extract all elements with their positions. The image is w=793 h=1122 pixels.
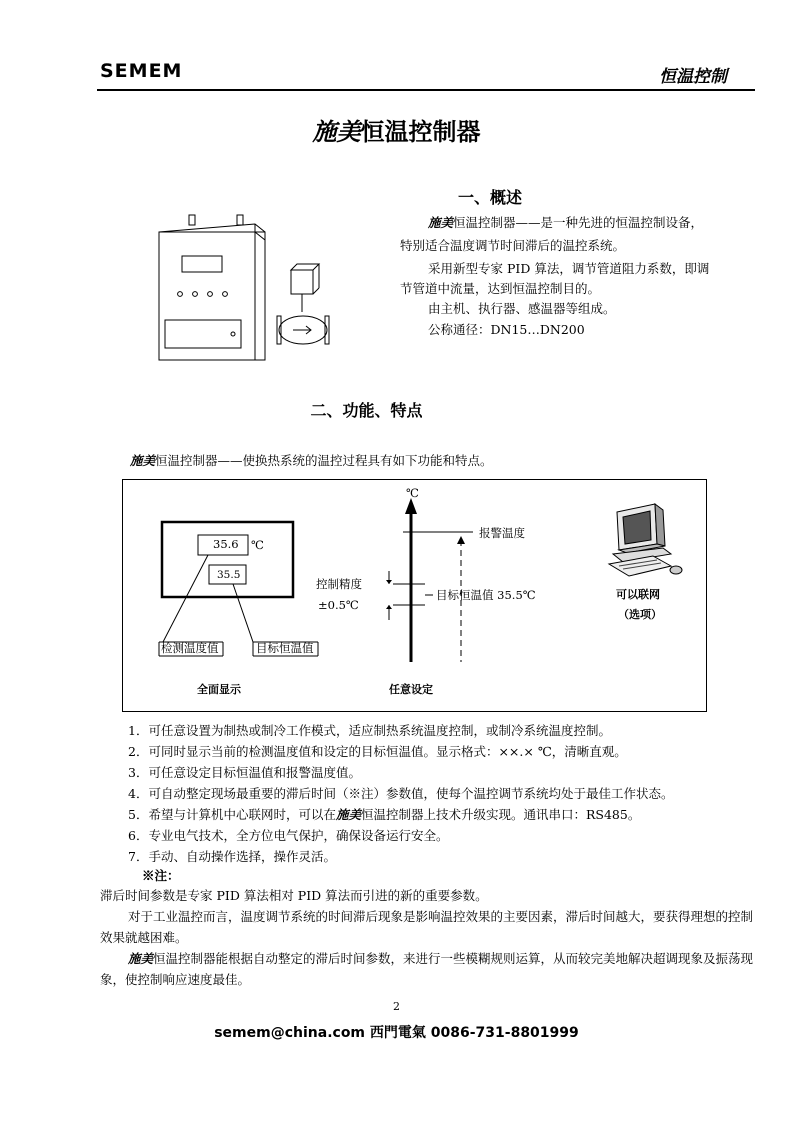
footer-contact: semem@china.com 西門電氣 0086-731-8801999 — [214, 1025, 579, 1041]
setpoint-leader — [233, 584, 253, 642]
note-label: ※注： — [142, 868, 180, 883]
page-number: 2 — [393, 1000, 400, 1013]
setpoint-value: 35.5 — [217, 569, 241, 581]
feature-item: 7．手动、自动操作选择，操作灵活。 — [128, 849, 336, 864]
measured-value: 35.6 — [213, 537, 239, 551]
feature-item-text: 5．希望与计算机中心联网时，可以在 — [128, 807, 336, 822]
note-paragraph-3-text: 恒温控制器能根据自动整定的滞后时间参数，来进行一些模糊规则运算，从而较完美地解决超调现象及振荡现象，使控制响应速度最佳。 — [100, 951, 754, 987]
axis-unit: ℃ — [406, 486, 419, 500]
feature-item-text: 恒温控制器上技术升级实现。通讯串口：RS485。 — [360, 807, 641, 822]
alarm-label: 报警温度 — [479, 526, 525, 540]
title-text: 恒温控制器 — [360, 118, 481, 146]
feature-item — [128, 804, 768, 825]
caption-network: 可以联网 — [616, 588, 660, 601]
page-title — [0, 112, 793, 147]
section-overview-heading: 一、概述 — [458, 188, 523, 207]
precision-value: ±0.5℃ — [318, 598, 359, 612]
overview-line-2: 特别适合温度调节时间滞后的温控系统。 — [400, 238, 626, 253]
caption-option: （选项） — [618, 608, 662, 621]
display-panel — [162, 522, 293, 597]
precision-label: 控制精度 — [316, 577, 362, 591]
overview-line-4: 节管道中流量，达到恒温控制目的。 — [400, 281, 601, 296]
title-brand-mark: 施美 — [312, 117, 361, 146]
features-intro — [130, 451, 493, 471]
features-intro-text: 恒温控制器——使换热系统的温控过程具有如下功能和特点。 — [155, 453, 493, 468]
caption-display: 全面显示 — [197, 683, 241, 696]
brand-mark: 施美 — [335, 807, 361, 822]
brand-mark: 施美 — [428, 215, 454, 230]
caption-setting: 任意设定 — [389, 683, 433, 696]
feature-item: 4．可自动整定现场最重要的滞后时间（※注）参数值，使每个温控调节系统均处于最佳工作状态。 — [128, 786, 674, 801]
display-unit: ℃ — [251, 538, 264, 552]
feature-item: 6．专业电气技术，全方位电气保护，确保设备运行安全。 — [128, 828, 449, 843]
feature-item: 3．可任意设定目标恒温值和报警温度值。 — [128, 765, 361, 780]
note-paragraph-2: 对于工业温控而言，温度调节系统的时间滞后现象是影响温控效果的主要因素，滞后时间越大，要获得理想的控制效果就越困难。 — [100, 909, 754, 945]
feature-item: 1．可任意设置为制热或制冷工作模式，适应制热系统温度控制，或制冷系统温度控制。 — [128, 723, 611, 738]
feature-list — [128, 720, 768, 867]
overview-line-1 — [428, 213, 703, 233]
note-body — [100, 885, 760, 990]
feature-item: 2．可同时显示当前的检测温度值和设定的目标恒温值。显示格式：××.× ℃，清晰直观。 — [128, 744, 627, 759]
measured-leader — [163, 555, 208, 642]
overview-line-5: 由主机、执行器、感温器等组成。 — [428, 301, 616, 316]
note-paragraph-3 — [100, 948, 760, 990]
header-rule — [97, 89, 755, 91]
overview-line-3: 采用新型专家 PID 算法，调节管道阻力系数，即调 — [428, 261, 710, 276]
label-measured: 检测温度值 — [161, 641, 219, 655]
brand-mark: 施美 — [128, 951, 154, 966]
device-illustration — [155, 212, 355, 362]
computer-icon — [609, 504, 682, 576]
axis-arrow — [405, 498, 417, 514]
label-setpoint: 目标恒温值 — [256, 641, 314, 655]
overview-line-1-text: 恒温控制器——是一种先进的恒温控制设备， — [453, 215, 704, 230]
overview-line-6: 公称通径：DN15…DN200 — [428, 322, 585, 337]
brand-mark: 施美 — [130, 453, 156, 468]
header-brand: SEMEM — [100, 60, 183, 82]
feature-diagram — [122, 479, 707, 712]
target-label: 目标恒温值 35.5℃ — [436, 588, 536, 602]
section-features-heading: 二、功能、特点 — [310, 401, 423, 420]
header-category: 恒温控制 — [659, 67, 727, 87]
note-paragraph-1: 滞后时间参数是专家 PID 算法相对 PID 算法而引进的新的重要参数。 — [100, 888, 488, 903]
